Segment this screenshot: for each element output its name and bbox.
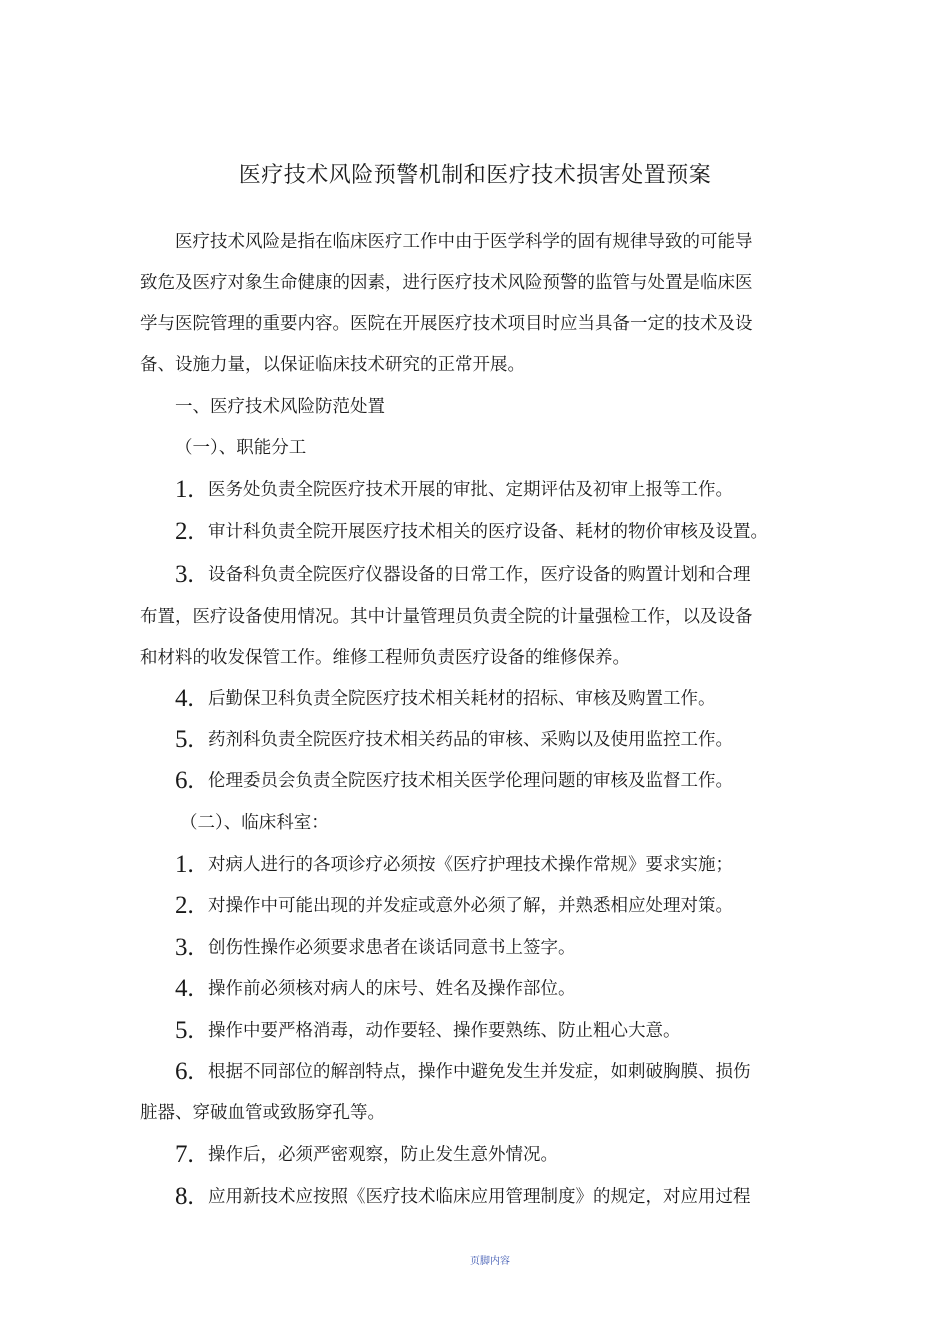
item-text: 操作中要严格消毒，动作要轻、操作要熟练、防止粗心大意。 [208, 1021, 681, 1041]
list-item [175, 886, 830, 926]
list-item [175, 928, 830, 968]
list-item [175, 720, 830, 760]
item-number: 7. [175, 1141, 194, 1168]
item-number: 5. [175, 1017, 194, 1044]
list-item [175, 761, 830, 801]
item-continuation: 脏器、穿破血管或致肠穿孔等。 [140, 1103, 385, 1123]
item-text: 后勤保卫科负责全院医疗技术相关耗材的招标、审核及购置工作。 [208, 689, 716, 709]
item-number: 5. [175, 726, 194, 753]
intro-line: 学与医院管理的重要内容。医院在开展医疗技术项目时应当具备一定的技术及设 [140, 314, 753, 334]
intro-line: 致危及医疗对象生命健康的因素，进行医疗技术风险预警的监管与处置是临床医 [140, 273, 753, 293]
list-item [175, 1135, 830, 1175]
item-number: 4. [175, 975, 194, 1002]
subsection-heading: （二）、临床科室： [180, 813, 329, 833]
item-text: 药剂科负责全院医疗技术相关药品的审核、采购以及使用监控工作。 [208, 730, 733, 750]
item-number: 1. [175, 851, 194, 878]
item-text: 对操作中可能出现的并发症或意外必须了解，并熟悉相应处理对策。 [208, 896, 733, 916]
item-text: 设备科负责全院医疗仪器设备的日常工作，医疗设备的购置计划和合理 [208, 565, 751, 585]
section-heading: 一、医疗技术风险防范处置 [175, 397, 385, 417]
list-item [175, 1052, 830, 1092]
item-text: 审计科负责全院开展医疗技术相关的医疗设备、耗材的物价审核及设置。 [208, 522, 768, 542]
list-item [175, 845, 830, 885]
list-item [175, 679, 830, 719]
item-continuation: 布置，医疗设备使用情况。其中计量管理员负责全院的计量强检工作，以及设备 [140, 607, 753, 627]
item-number: 2. [175, 892, 194, 919]
list-item [175, 470, 830, 510]
item-number: 3. [175, 934, 194, 961]
item-number: 1. [175, 476, 194, 503]
list-item [175, 555, 830, 595]
subsection-heading: （一）、职能分工 [175, 438, 307, 458]
document-title: 医疗技术风险预警机制和医疗技术损害处置预案 [238, 163, 712, 188]
item-text: 对病人进行的各项诊疗必须按《医疗护理技术操作常规》要求实施； [208, 855, 733, 875]
item-number: 8. [175, 1183, 194, 1210]
list-item [175, 969, 830, 1009]
intro-line: 医疗技术风险是指在临床医疗工作中由于医学科学的固有规律导致的可能导 [175, 232, 753, 252]
list-item [175, 512, 830, 552]
item-text: 操作后，必须严密观察，防止发生意外情况。 [208, 1145, 558, 1165]
item-text: 根据不同部位的解剖特点，操作中避免发生并发症，如刺破胸膜、损伤 [208, 1062, 751, 1082]
item-continuation: 和材料的收发保管工作。维修工程师负责医疗设备的维修保养。 [140, 648, 630, 668]
item-text: 创伤性操作必须要求患者在谈话同意书上签字。 [208, 938, 576, 958]
item-text: 伦理委员会负责全院医疗技术相关医学伦理问题的审核及监督工作。 [208, 771, 733, 791]
item-number: 6. [175, 767, 194, 794]
item-text: 操作前必须核对病人的床号、姓名及操作部位。 [208, 979, 576, 999]
list-item [175, 1177, 830, 1217]
item-number: 6. [175, 1058, 194, 1085]
page-footer: 页脚内容 [470, 1256, 510, 1267]
item-text: 应用新技术应按照《医疗技术临床应用管理制度》的规定，对应用过程 [208, 1187, 751, 1207]
item-number: 3. [175, 561, 194, 588]
list-item [175, 1011, 830, 1051]
item-text: 医务处负责全院医疗技术开展的审批、定期评估及初审上报等工作。 [208, 480, 733, 500]
intro-line: 备、设施力量，以保证临床技术研究的正常开展。 [140, 355, 525, 375]
item-number: 2. [175, 518, 194, 545]
item-number: 4. [175, 685, 194, 712]
